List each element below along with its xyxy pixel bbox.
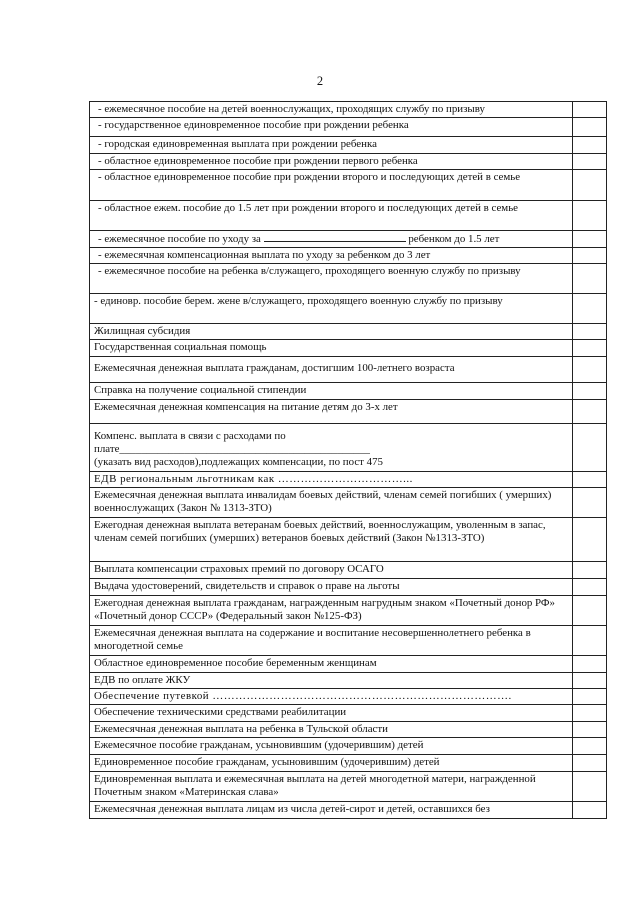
table-row [90, 324, 607, 340]
row-label: ЕДВ по оплате ЖКУ [90, 673, 573, 689]
table-row [90, 118, 607, 137]
table-row [90, 383, 607, 400]
row-label: Государственная социальная помощь [90, 340, 573, 357]
row-mark-cell[interactable] [573, 656, 607, 673]
table-row [90, 294, 607, 324]
table-row [90, 596, 607, 626]
table-row [90, 656, 607, 673]
row-mark-cell[interactable] [573, 383, 607, 400]
table-row [90, 264, 607, 294]
row-label: Единовременная выплата и ежемесячная выплата на детей многодетной матери, награжденной Почетным знаком «Материнская слава» [90, 772, 573, 802]
row-mark-cell[interactable] [573, 201, 607, 231]
row-mark-cell[interactable] [573, 579, 607, 596]
row-mark-cell[interactable] [573, 705, 607, 722]
row-label: - единовр. пособие берем. жене в/служащего, проходящего военную службу по призыву [90, 294, 573, 324]
row-label: - городская единовременная выплата при рождении ребенка [90, 137, 573, 154]
compensation-line-2: плате______________________________________________ [94, 443, 370, 455]
row-mark-cell[interactable] [573, 802, 607, 819]
row-mark-cell[interactable] [573, 294, 607, 324]
table-row [90, 518, 607, 562]
row-label: Областное единовременное пособие беременным женщинам [90, 656, 573, 673]
row-label: Выплата компенсации страховых премий по договору ОСАГО [90, 562, 573, 579]
row-mark-cell[interactable] [573, 596, 607, 626]
row-label: Единовременное пособие гражданам, усыновившим (удочерившим) детей [90, 755, 573, 772]
row-mark-cell[interactable] [573, 102, 607, 118]
table-row [90, 673, 607, 689]
table-row [90, 722, 607, 738]
row-mark-cell[interactable] [573, 772, 607, 802]
row-label [90, 231, 573, 248]
row-mark-cell[interactable] [573, 118, 607, 137]
table-row [90, 626, 607, 656]
row-mark-cell[interactable] [573, 264, 607, 294]
row-mark-cell[interactable] [573, 340, 607, 357]
care-allowance-blank[interactable] [264, 232, 406, 242]
row-mark-cell[interactable] [573, 154, 607, 170]
benefits-table [89, 101, 607, 819]
row-label: Ежемесячная денежная выплата лицам из числа детей-сирот и детей, оставшихся без [90, 802, 573, 819]
row-label: - ежемесячное пособие на ребенка в/служащего, проходящего военную службу по призыву [90, 264, 573, 294]
row-label: - государственное единовременное пособие при рождении ребенка [90, 118, 573, 137]
table-row [90, 231, 607, 248]
row-label [90, 424, 573, 472]
care-allowance-text-after: ребенком до 1.5 лет [408, 233, 500, 245]
row-mark-cell[interactable] [573, 324, 607, 340]
row-label: Ежегодная денежная выплата ветеранам боевых действий, военнослужащим, уволенным в запас, членам семей погибших (умерших) ветеранов боевых действий (Закон №1313-ЗТО) [90, 518, 573, 562]
row-label: Ежемесячная денежная выплата на содержание и воспитание несовершеннолетнего ребенка в многодетной семье [90, 626, 573, 656]
row-label: ЕДВ региональным льготникам как ……………………………... [90, 472, 573, 488]
table-row [90, 102, 607, 118]
row-label: Обеспечение техническими средствами реабилитации [90, 705, 573, 722]
row-mark-cell[interactable] [573, 231, 607, 248]
table-row [90, 248, 607, 264]
table-row [90, 738, 607, 755]
table-row [90, 357, 607, 383]
table-row [90, 579, 607, 596]
table-row [90, 201, 607, 231]
row-label: - областное единовременное пособие при рождении второго и последующих детей в семье [90, 170, 573, 201]
table-row [90, 137, 607, 154]
table-row [90, 705, 607, 722]
table-row [90, 424, 607, 472]
row-label: Ежемесячная денежная компенсация на питание детям до 3-х лет [90, 400, 573, 424]
row-label: Ежемесячное пособие гражданам, усыновившим (удочерившим) детей [90, 738, 573, 755]
row-label: Выдача удостоверений, свидетельств и справок о праве на льготы [90, 579, 573, 596]
table-row [90, 802, 607, 819]
table-row [90, 400, 607, 424]
row-mark-cell[interactable] [573, 738, 607, 755]
table-row [90, 472, 607, 488]
row-label: - ежемесячная компенсационная выплата по уходу за ребенком до 3 лет [90, 248, 573, 264]
page-number: 2 [316, 74, 324, 88]
table-row [90, 154, 607, 170]
row-mark-cell[interactable] [573, 673, 607, 689]
row-mark-cell[interactable] [573, 722, 607, 738]
row-mark-cell[interactable] [573, 488, 607, 518]
row-mark-cell[interactable] [573, 562, 607, 579]
row-mark-cell[interactable] [573, 357, 607, 383]
table-row [90, 340, 607, 357]
table-row [90, 689, 607, 705]
row-mark-cell[interactable] [573, 689, 607, 705]
table-row [90, 772, 607, 802]
table-row [90, 562, 607, 579]
row-mark-cell[interactable] [573, 400, 607, 424]
row-mark-cell[interactable] [573, 170, 607, 201]
row-mark-cell[interactable] [573, 424, 607, 472]
table-row [90, 488, 607, 518]
care-allowance-text-before: - ежемесячное пособие по уходу за [98, 233, 261, 245]
row-label: Жилищная субсидия [90, 324, 573, 340]
row-mark-cell[interactable] [573, 248, 607, 264]
row-mark-cell[interactable] [573, 472, 607, 488]
row-label: Справка на получение социальной стипендии [90, 383, 573, 400]
compensation-line-3: (указать вид расходов),подлежащих компенсации, по пост 475 [94, 456, 383, 468]
row-label: - ежемесячное пособие на детей военнослужащих, проходящих службу по призыву [90, 102, 573, 118]
row-label: Ежемесячная денежная выплата инвалидам боевых действий, членам семей погибших ( умерших) военнослужащих (Закон № 1313-ЗТО) [90, 488, 573, 518]
row-label: Обеспечение путевкой ……………………………………………………………………. [90, 689, 573, 705]
row-mark-cell[interactable] [573, 137, 607, 154]
row-label: - областное ежем. пособие до 1.5 лет при рождении второго и последующих детей в семье [90, 201, 573, 231]
row-mark-cell[interactable] [573, 626, 607, 656]
table-row [90, 170, 607, 201]
table-row [90, 755, 607, 772]
row-label: Ежемесячная денежная выплата гражданам, достигшим 100-летнего возраста [90, 357, 573, 383]
row-mark-cell[interactable] [573, 755, 607, 772]
row-label: - областное единовременное пособие при рождении первого ребенка [90, 154, 573, 170]
row-label: Ежегодная денежная выплата гражданам, награжденным нагрудным знаком «Почетный донор РФ» «Почетный донор СССР» (Федеральный закон №125-ФЗ) [90, 596, 573, 626]
row-mark-cell[interactable] [573, 518, 607, 562]
row-label: Ежемесячная денежная выплата на ребенка в Тульской области [90, 722, 573, 738]
compensation-line-1: Компенс. выплата в связи с расходами по [94, 430, 286, 442]
